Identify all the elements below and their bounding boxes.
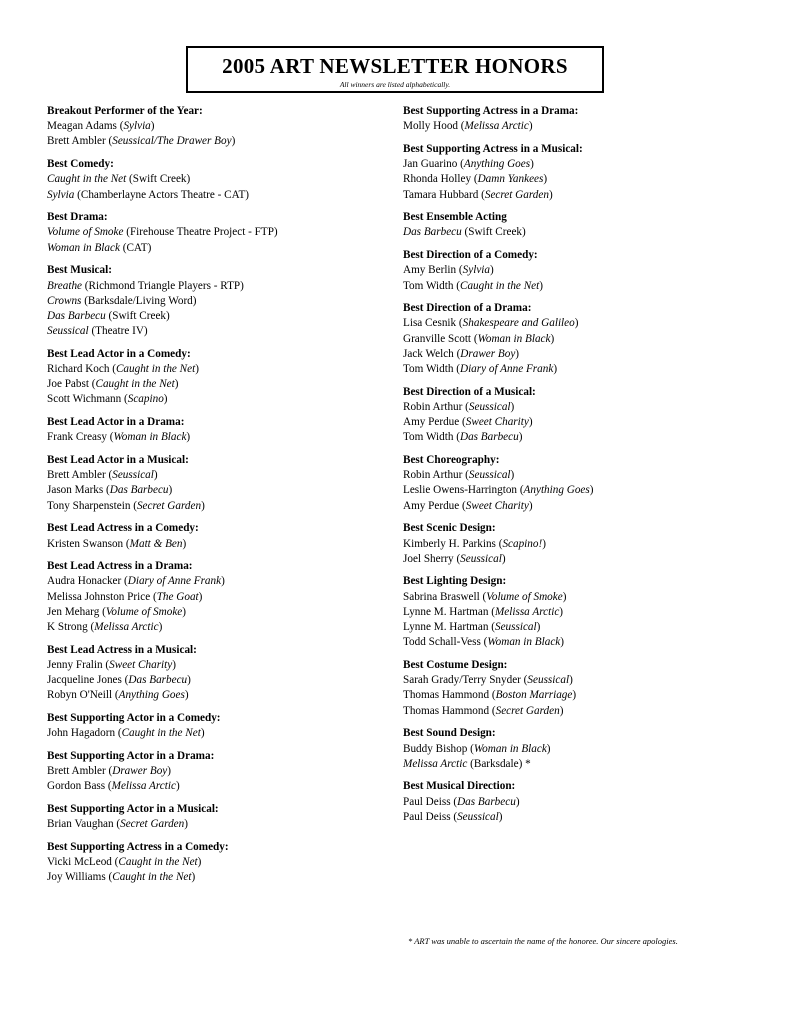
entry-recipient: Buddy Bishop ( [403, 742, 474, 755]
entry-recipient: Brett Ambler ( [47, 765, 113, 778]
entry-production-title: Seussical [494, 621, 537, 634]
category-title: Best Comedy: [47, 158, 114, 171]
entry-recipient: Jan Guarino ( [403, 158, 464, 171]
award-entry [403, 499, 763, 514]
entry-suffix: ) [572, 689, 577, 702]
entry-production-title: Seussical [112, 469, 154, 482]
entry-production-title: Caught in the Net [95, 378, 175, 391]
entry-suffix: ) [560, 636, 565, 649]
award-category [47, 415, 387, 445]
entry-production-title: Damn Yankees [477, 173, 544, 186]
entry-suffix: (CAT) [119, 241, 152, 254]
award-entry [403, 172, 763, 187]
entry-production-title: Das Barbecu [47, 309, 106, 322]
award-entry [403, 795, 763, 810]
category-title: Best Supporting Actor in a Drama: [47, 750, 215, 763]
award-category [47, 453, 387, 514]
entry-suffix: ) [200, 727, 205, 740]
award-entry [47, 294, 387, 309]
entry-production-title: Caught in the Net [459, 279, 540, 292]
entry-suffix: ) [498, 810, 503, 823]
category-title: Best Costume Design: [403, 659, 508, 671]
entry-recipient: Leslie Owens-Harrington ( [403, 484, 524, 497]
award-entry [403, 673, 763, 688]
entry-production-title: Secret Garden [484, 188, 549, 201]
award-entry [47, 574, 387, 589]
entry-suffix: (Swift Creek) [126, 173, 191, 186]
entry-suffix: ) [231, 135, 236, 148]
category-title: Best Musical: [47, 264, 112, 277]
entry-recipient: Jason Marks ( [47, 484, 110, 497]
entry-suffix: ) [559, 605, 564, 618]
award-category [403, 142, 763, 203]
entry-production-title: Das Barbecu [457, 795, 516, 808]
award-entry [47, 537, 387, 552]
award-entry [403, 468, 763, 483]
entry-recipient: Lynne M. Hartman ( [403, 605, 495, 618]
award-entry [403, 415, 763, 430]
award-entry [403, 605, 763, 620]
entry-suffix: (Swift Creek) [461, 226, 526, 239]
entry-production-title: Caught in the Net [47, 173, 127, 186]
entry-production-title: Woman in Black [487, 636, 561, 649]
award-category [47, 802, 387, 832]
entry-suffix: ) [550, 332, 555, 345]
entry-recipient: Scott Wichmann ( [47, 393, 128, 406]
entry-production-title: Seussical/The Drawer Boy [112, 135, 232, 148]
entry-production-title: Caught in the Net [115, 363, 196, 376]
award-category [47, 711, 387, 741]
entry-suffix: ) [198, 590, 203, 603]
award-category [47, 210, 387, 256]
entry-production-title: Shakespeare and Galileo [462, 317, 575, 330]
entry-recipient: Joel Sherry ( [403, 552, 461, 565]
category-title: Best Direction of a Comedy: [403, 249, 538, 262]
entry-suffix: ) [174, 378, 179, 391]
entry-production-title: Volume of Smoke [105, 605, 183, 618]
entry-production-title: Melissa Arctic [111, 780, 176, 793]
award-entry [47, 870, 387, 885]
award-entry [47, 324, 387, 339]
award-entry [47, 590, 387, 605]
award-category [403, 301, 763, 377]
left-column [47, 104, 387, 893]
entry-recipient: Rhonda Holley ( [403, 173, 478, 186]
award-entry [47, 817, 387, 832]
entry-production-title: Melissa Arctic [403, 757, 468, 770]
entry-recipient: Joy Williams ( [47, 871, 113, 884]
entry-production-title: Scapino! [502, 537, 543, 550]
entry-production-title: Das Barbecu [403, 226, 462, 239]
entry-recipient: Paul Deiss ( [403, 795, 458, 808]
entry-suffix: ) [574, 317, 579, 330]
entry-production-title: Secret Garden [136, 499, 202, 512]
award-category [403, 248, 763, 294]
category-title: Best Lead Actor in a Drama: [47, 416, 185, 429]
award-entry [403, 757, 763, 772]
entry-suffix: ) [528, 499, 533, 512]
award-entry [47, 855, 387, 870]
award-entry [47, 134, 387, 149]
entry-recipient: Jen Meharg ( [47, 605, 106, 618]
entry-production-title: Seussical [457, 810, 499, 823]
award-entry [403, 704, 763, 719]
award-entry [403, 225, 763, 240]
entry-suffix: ) [559, 704, 564, 717]
entry-suffix: ) [221, 575, 225, 588]
entry-suffix: (Swift Creek) [105, 309, 170, 322]
award-entry [47, 726, 387, 741]
award-entry [47, 362, 387, 377]
entry-production-title: Matt & Ben [129, 537, 183, 550]
footnote: * ART was unable to ascertain the name of the honoree. Our sincere apologies. [408, 936, 678, 946]
entry-production-title: Breathe [47, 279, 82, 292]
entry-suffix: (Richmond Triangle Players - RTP) [82, 279, 244, 292]
award-entry [403, 552, 763, 567]
category-title: Best Choreography: [403, 454, 500, 467]
entry-suffix: ) [510, 400, 515, 413]
award-entry [403, 430, 763, 445]
award-entry [403, 620, 763, 635]
entry-recipient: Kimberly H. Parkins ( [403, 537, 503, 550]
award-category [403, 104, 763, 134]
entry-suffix: (Barksdale/Living Word) [81, 294, 197, 307]
entry-suffix: ) [589, 484, 594, 497]
category-title: Best Lead Actress in a Musical: [47, 643, 197, 656]
entry-recipient: Amy Perdue ( [403, 499, 466, 512]
entry-production-title: Woman in Black [47, 241, 120, 254]
entry-suffix: ) [518, 431, 523, 444]
award-entry [47, 658, 387, 673]
entry-recipient: Lynne M. Hartman ( [403, 621, 495, 634]
award-category [47, 559, 387, 635]
award-category [403, 574, 763, 650]
entry-suffix: ) [172, 659, 176, 671]
entry-production-title: Sweet Charity [109, 659, 173, 671]
award-entry [47, 605, 387, 620]
entry-production-title: Seussical [468, 469, 511, 482]
category-title: Best Supporting Actor in a Musical: [47, 803, 219, 816]
award-category [47, 347, 387, 408]
award-entry [47, 377, 387, 392]
entry-production-title: Anything Goes [118, 689, 185, 702]
title-box [186, 46, 604, 93]
entry-recipient: Richard Koch ( [47, 363, 116, 376]
award-category [47, 521, 387, 551]
category-title: Best Supporting Actress in a Musical: [403, 142, 583, 155]
award-category [403, 385, 763, 446]
page-subtitle: All winners are listed alphabetically. [339, 80, 451, 89]
entry-suffix: ) [175, 780, 180, 793]
entry-production-title: Boston Marriage [495, 689, 573, 702]
entry-recipient: Frank Creasy ( [47, 431, 114, 444]
entry-recipient: Meagan Adams ( [47, 120, 124, 133]
entry-recipient: Tom Width ( [403, 279, 460, 292]
entry-production-title: Secret Garden [495, 704, 560, 717]
entry-recipient: K Strong ( [47, 621, 95, 634]
entry-production-title: Caught in the Net [118, 856, 198, 869]
entry-suffix: ) [528, 416, 533, 429]
entry-production-title: Woman in Black [477, 332, 551, 345]
entry-recipient: Brett Ambler ( [47, 469, 113, 482]
entry-production-title: Diary of Anne Frank [459, 363, 554, 376]
entry-production-title: The Goat [156, 590, 199, 603]
award-category [403, 210, 763, 240]
entry-recipient: Thomas Hammond ( [403, 704, 496, 717]
entry-recipient: Paul Deiss ( [403, 810, 458, 823]
entry-production-title: Das Barbecu [459, 431, 519, 444]
entry-recipient: Jacqueline Jones ( [47, 674, 129, 687]
entry-production-title: Das Barbecu [128, 674, 188, 687]
category-title: Best Supporting Actor in a Comedy: [47, 712, 221, 725]
entry-suffix: ) [153, 469, 158, 482]
entry-suffix: ) [182, 605, 186, 618]
entry-production-title: Anything Goes [463, 158, 531, 171]
award-entry [47, 188, 387, 203]
entry-recipient: Audra Honacker ( [47, 575, 128, 588]
award-entry [403, 688, 763, 703]
entry-suffix: ) [562, 590, 567, 603]
category-title: Best Lead Actress in a Comedy: [47, 522, 199, 535]
entry-recipient: Brett Ambler ( [47, 135, 113, 148]
award-entry [403, 279, 763, 294]
entry-production-title: Caught in the Net [121, 727, 201, 740]
entry-suffix: ) [546, 742, 551, 755]
entry-production-title: Seussical [47, 325, 89, 338]
entry-suffix: ) [515, 795, 520, 808]
entry-recipient: Melissa Johnston Price ( [47, 590, 157, 603]
award-entry [47, 119, 387, 134]
entry-production-title: Volume of Smoke [486, 590, 563, 603]
entry-suffix: ) [548, 188, 553, 201]
entry-suffix: ) [553, 363, 558, 376]
entry-recipient: Sarah Grady/Terry Snyder ( [403, 674, 528, 687]
entry-production-title: Sweet Charity [465, 416, 529, 429]
entry-suffix: (Firehouse Theatre Project - FTP) [123, 226, 278, 239]
category-title: Best Lead Actress in a Drama: [47, 560, 193, 573]
entry-recipient: John Hagadorn ( [47, 727, 122, 740]
category-title: Best Musical Direction: [403, 780, 516, 793]
award-entry [47, 483, 387, 498]
award-entry [47, 764, 387, 779]
award-entry [403, 263, 763, 278]
award-category [47, 643, 387, 704]
award-entry [403, 119, 763, 134]
category-title: Best Lead Actor in a Comedy: [47, 347, 191, 360]
entry-suffix: ) [184, 818, 188, 831]
page-title: 2005 ART NEWSLETTER HONORS [222, 54, 568, 78]
entry-suffix: (Barksdale) * [467, 757, 531, 770]
award-entry [403, 332, 763, 347]
entry-recipient: Tony Sharpenstein ( [47, 499, 137, 512]
entry-recipient: Robin Arthur ( [403, 400, 469, 413]
category-title: Best Sound Design: [403, 727, 496, 740]
entry-recipient: Joe Pabst ( [47, 378, 96, 391]
entry-production-title: Sylvia [462, 264, 491, 277]
award-entry [47, 430, 387, 445]
entry-production-title: Das Barbecu [109, 484, 169, 497]
award-entry [403, 810, 763, 825]
entry-recipient: Granville Scott ( [403, 332, 478, 345]
entry-suffix: ) [150, 120, 155, 133]
entry-production-title: Seussical [468, 400, 511, 413]
category-title: Best Lighting Design: [403, 575, 507, 588]
entry-recipient: Tamara Hubbard ( [403, 188, 485, 201]
award-category [47, 840, 387, 886]
entry-suffix: ) [530, 158, 534, 171]
entry-production-title: Sweet Charity [465, 499, 529, 512]
entry-suffix: ) [158, 621, 163, 634]
entry-suffix: ) [515, 347, 520, 360]
entry-suffix: ) [182, 537, 187, 550]
entry-recipient: Todd Schall-Vess ( [403, 636, 488, 649]
entry-recipient: Jack Welch ( [403, 347, 461, 360]
award-entry [47, 392, 387, 407]
category-title: Best Drama: [47, 211, 108, 224]
award-entry [47, 779, 387, 794]
entry-production-title: Woman in Black [113, 431, 187, 444]
award-category [47, 749, 387, 795]
award-entry [47, 309, 387, 324]
award-entry [403, 635, 763, 650]
entry-suffix: ) [187, 674, 191, 687]
category-title: Best Scenic Design: [403, 522, 496, 535]
entry-suffix: ) [201, 499, 205, 512]
entry-production-title: Melissa Arctic [94, 621, 159, 634]
entry-production-title: Caught in the Net [112, 871, 192, 884]
entry-production-title: Sylvia [123, 120, 151, 133]
award-category [403, 521, 763, 567]
entry-production-title: Seussical [460, 552, 502, 565]
entry-recipient: Robin Arthur ( [403, 469, 469, 482]
entry-suffix: ) [184, 689, 189, 702]
entry-recipient: Vicki McLeod ( [47, 856, 119, 869]
category-title: Best Lead Actor in a Musical: [47, 454, 189, 467]
award-entry [403, 188, 763, 203]
award-entry [403, 347, 763, 362]
entry-suffix: ) [490, 264, 494, 277]
entry-production-title: Secret Garden [120, 818, 185, 831]
entry-production-title: Scapino [127, 393, 164, 406]
entry-recipient: Amy Perdue ( [403, 416, 466, 429]
entry-suffix: ) [510, 469, 515, 482]
entry-production-title: Diary of Anne Frank [127, 575, 222, 588]
award-entry [47, 673, 387, 688]
entry-production-title: Anything Goes [523, 484, 590, 497]
entry-suffix: ) [191, 871, 196, 884]
entry-production-title: Melissa Arctic [464, 120, 529, 133]
category-title: Best Ensemble Acting [403, 211, 507, 224]
entry-production-title: Melissa Arctic [494, 605, 560, 618]
entry-recipient: Tom Width ( [403, 363, 460, 376]
entry-recipient: Robyn O'Neill ( [47, 689, 119, 702]
entry-production-title: Drawer Boy [112, 765, 168, 778]
category-title: Best Direction of a Drama: [403, 302, 532, 315]
category-title: Best Direction of a Musical: [403, 385, 536, 398]
entry-production-title: Seussical [527, 674, 570, 687]
entry-suffix: ) [197, 856, 202, 869]
award-entry [47, 688, 387, 703]
entry-production-title: Volume of Smoke [47, 226, 124, 239]
award-entry [403, 537, 763, 552]
entry-recipient: Amy Berlin ( [403, 264, 463, 277]
entry-suffix: ) [542, 537, 546, 550]
entry-suffix: ) [536, 621, 541, 634]
entry-suffix: ) [543, 173, 548, 186]
award-entry [47, 468, 387, 483]
entry-suffix: ) [528, 120, 533, 133]
award-entry [47, 241, 387, 256]
entry-suffix: ) [168, 484, 173, 497]
entry-suffix: ) [186, 431, 191, 444]
entry-suffix: ) [501, 552, 506, 565]
award-category [47, 263, 387, 339]
entry-recipient: Gordon Bass ( [47, 780, 112, 793]
award-entry [403, 316, 763, 331]
entry-suffix: (Theatre IV) [88, 325, 148, 338]
award-entry [403, 362, 763, 377]
award-category [403, 726, 763, 772]
entry-production-title: Drawer Boy [460, 347, 516, 360]
award-entry [403, 400, 763, 415]
entry-recipient: Tom Width ( [403, 431, 460, 444]
entry-suffix: ) [539, 279, 543, 292]
entry-recipient: Sabrina Braswell ( [403, 590, 487, 603]
entry-recipient: Thomas Hammond ( [403, 689, 496, 702]
award-entry [403, 157, 763, 172]
award-category [47, 104, 387, 150]
award-entry [403, 483, 763, 498]
entry-recipient: Kristen Swanson ( [47, 537, 130, 550]
award-category [47, 157, 387, 203]
award-entry [47, 499, 387, 514]
category-title: Best Supporting Actress in a Drama: [403, 105, 579, 117]
entry-production-title: Crowns [47, 294, 82, 307]
entry-recipient: Brian Vaughan ( [47, 818, 121, 831]
category-title: Best Supporting Actress in a Comedy: [47, 841, 229, 854]
entry-recipient: Jenny Fralin ( [47, 659, 110, 671]
award-category [403, 453, 763, 514]
entry-recipient: Lisa Cesnik ( [403, 317, 463, 330]
entry-suffix: ) [569, 674, 573, 687]
award-category [403, 658, 763, 719]
right-column [403, 104, 763, 833]
award-category [403, 779, 763, 825]
entry-suffix: (Chamberlayne Actors Theatre - CAT) [74, 188, 250, 201]
award-entry [47, 225, 387, 240]
award-entry [47, 279, 387, 294]
entry-production-title: Woman in Black [473, 742, 547, 755]
award-entry [47, 620, 387, 635]
category-title: Breakout Performer of the Year: [47, 105, 203, 117]
entry-suffix: ) [163, 393, 168, 406]
award-entry [403, 742, 763, 757]
entry-suffix: ) [167, 765, 171, 778]
entry-recipient: Molly Hood ( [403, 120, 465, 133]
award-entry [403, 590, 763, 605]
entry-suffix: ) [195, 363, 199, 376]
entry-production-title: Sylvia [47, 188, 75, 201]
award-entry [47, 172, 387, 187]
